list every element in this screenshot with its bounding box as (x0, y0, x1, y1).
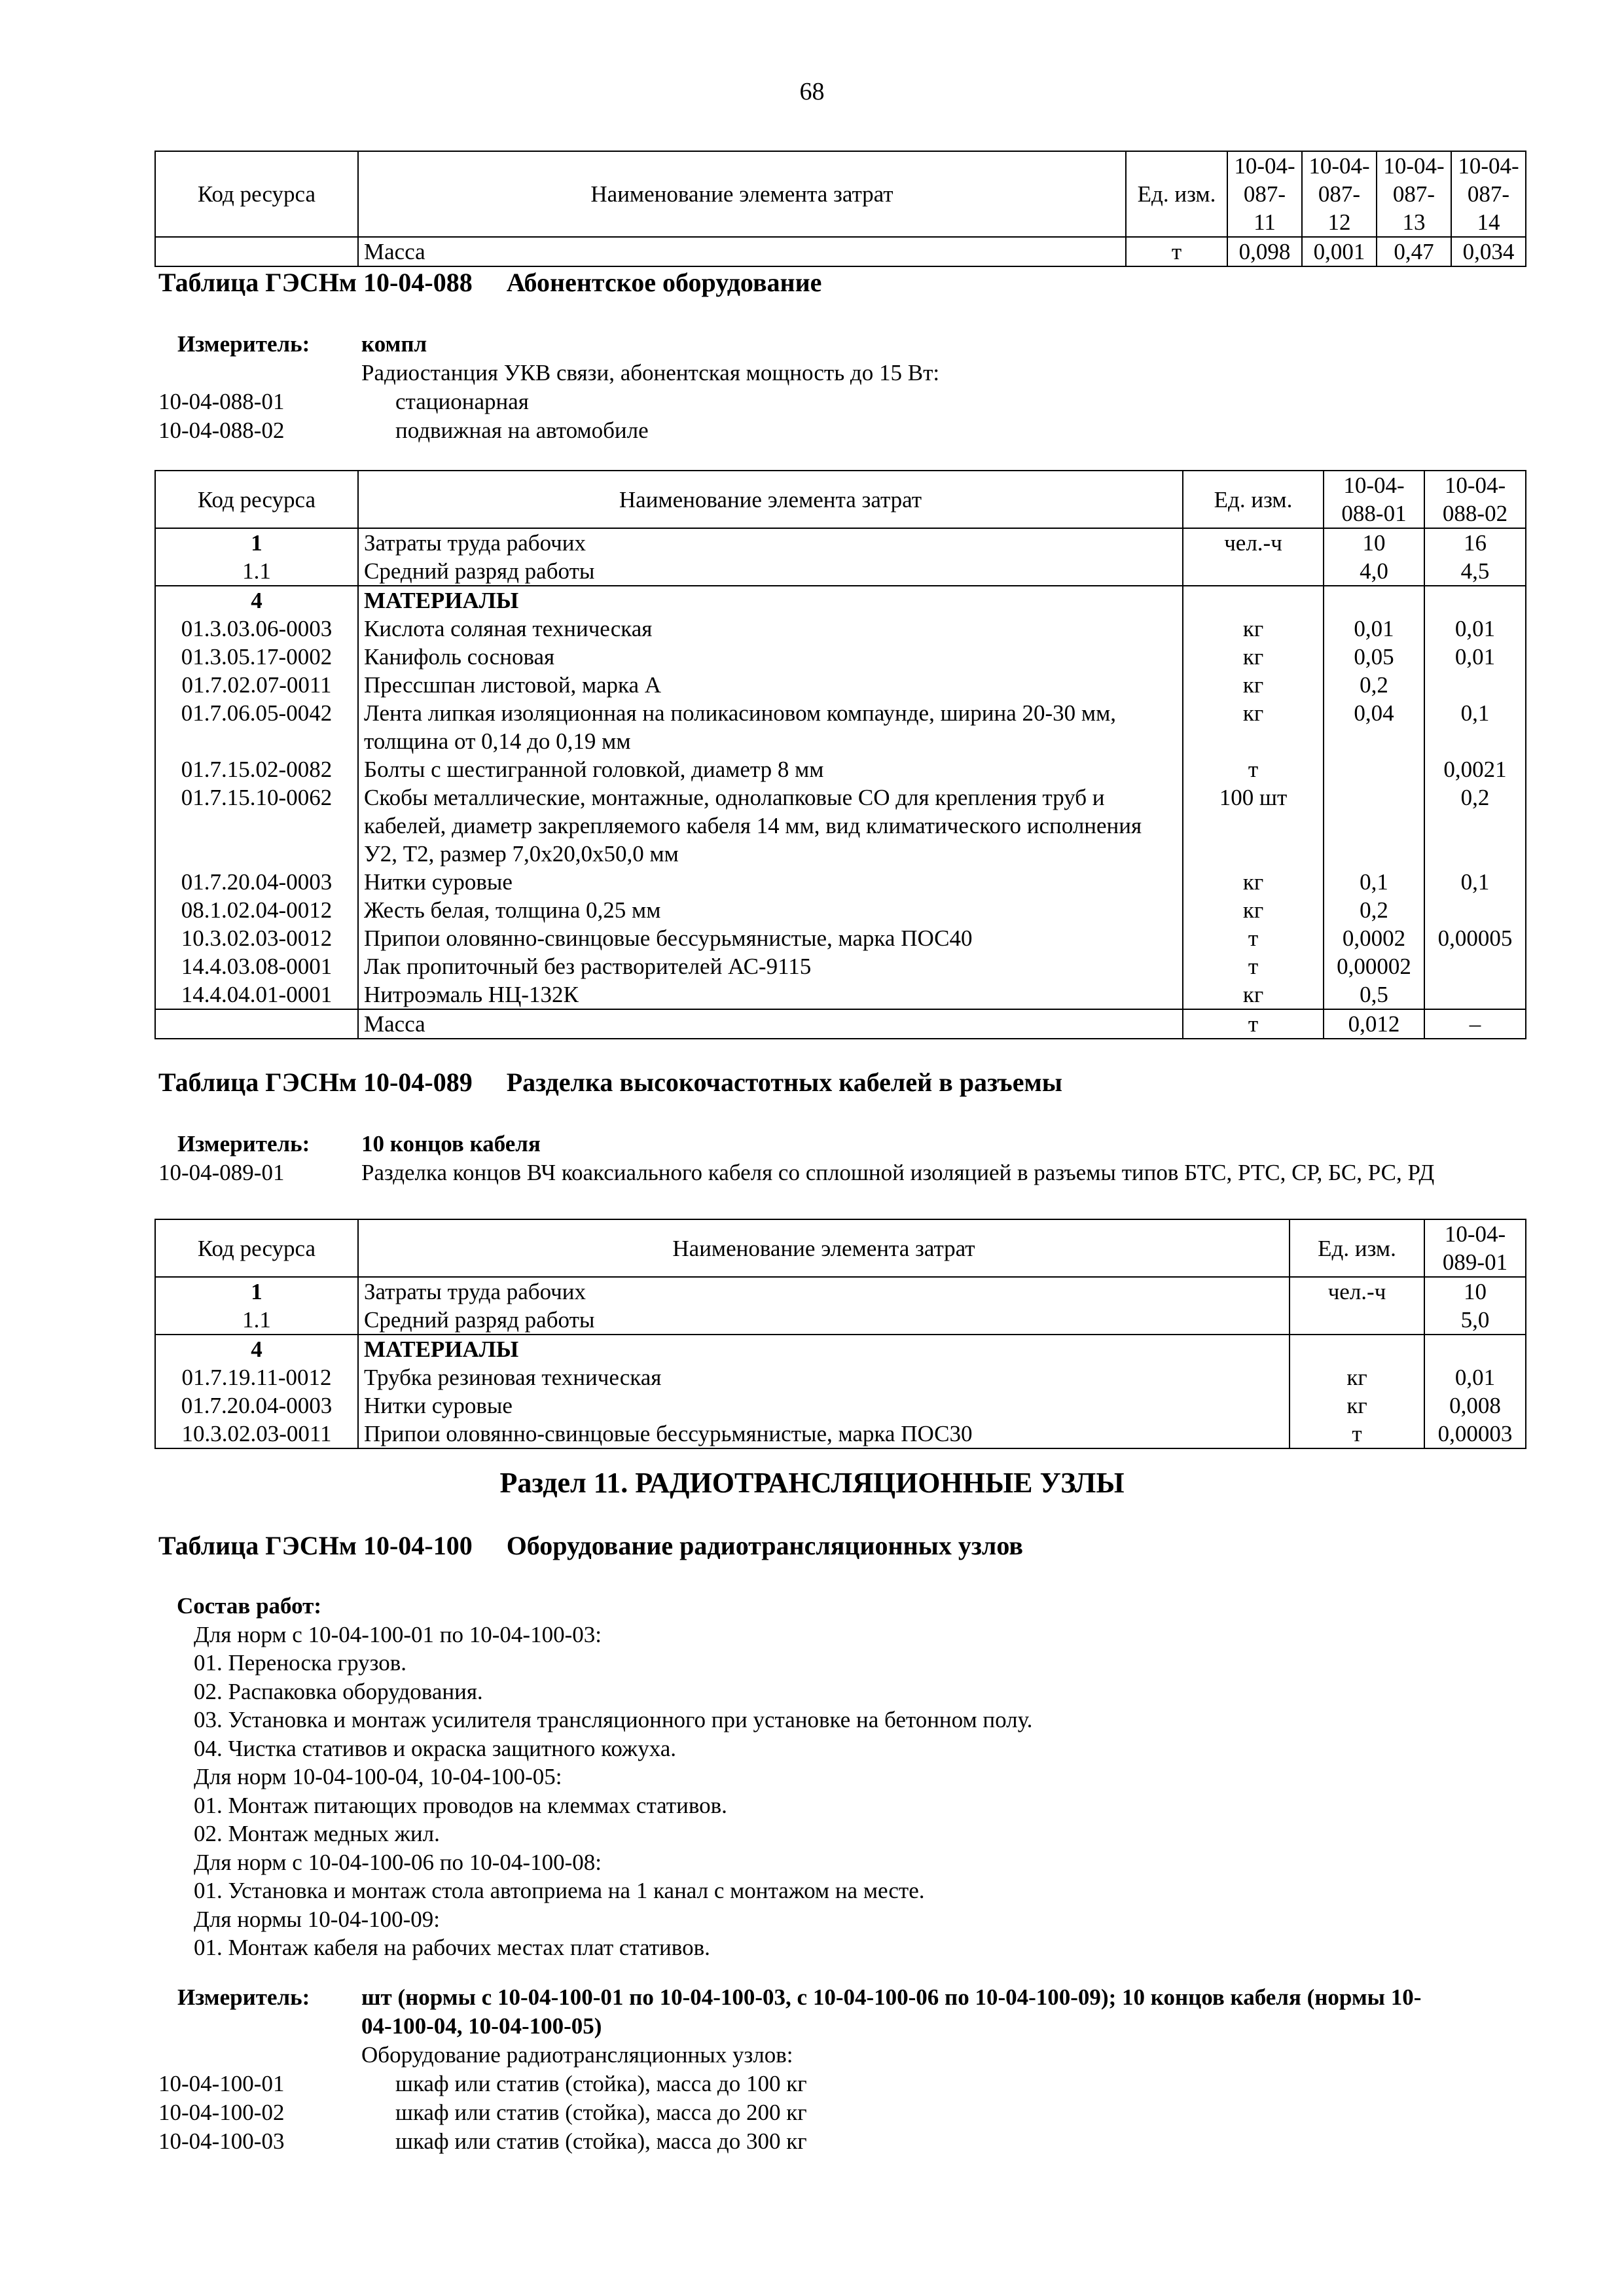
meter-intro: Радиостанция УКВ связи, абонентская мощность до 15 Вт: (361, 360, 940, 386)
norm-row (158, 1158, 1526, 1187)
cell-value: 0,47 (1377, 237, 1451, 266)
table-088 (154, 470, 1526, 1039)
cell-value: 0,00002 (1324, 952, 1424, 980)
norm-row (158, 2127, 1526, 2156)
table-title-088 (158, 267, 821, 298)
header-unit: Ед. изм. (1290, 1219, 1424, 1277)
meter-block-100 (158, 1983, 1526, 2156)
meter-unit: шт (нормы с 10-04-100-01 по 10-04-100-03, с 10-04-100-06 по 10-04-100-09); 10 концов кабеля (нормы 10- (361, 1984, 1422, 2010)
header-name: Наименование элемента затрат (358, 471, 1183, 528)
cell-unit: кг (1183, 980, 1324, 1009)
cell-value (1424, 952, 1526, 980)
cell-value: 0,00005 (1424, 924, 1526, 952)
norm-text: шкаф или статив (стойка), масса до 100 кг (395, 2071, 807, 2096)
cell-value: 0,2 (1324, 671, 1424, 699)
cell-unit: кг (1183, 896, 1324, 924)
cell-value: 4,5 (1424, 557, 1526, 586)
cell-unit: т (1183, 952, 1324, 980)
cell-name: Лак пропиточный без растворителей АС-9115 (358, 952, 1183, 980)
meter-block-088 (158, 330, 1526, 445)
header-col: 10-04- 087-14 (1451, 151, 1526, 237)
cell-value: 0,01 (1424, 615, 1526, 643)
cell-unit: кг (1183, 615, 1324, 643)
table-row (155, 1363, 1526, 1391)
cell-name: Нитроэмаль НЦ-132К (358, 980, 1183, 1009)
cell-value: 0,1 (1324, 868, 1424, 896)
norm-code: 10-04-100-02 (158, 2100, 285, 2125)
norm-code: 10-04-100-01 (158, 2071, 285, 2096)
cell-name: Трубка резиновая техническая (358, 1363, 1290, 1391)
meter-block-089 (158, 1130, 1526, 1187)
meter-intro: Оборудование радиотрансляционных узлов: (361, 2042, 793, 2068)
cell-name: Средний разряд работы (358, 1306, 1290, 1335)
table-row (155, 1420, 1526, 1448)
cell-value: 10 (1324, 528, 1424, 557)
cell-value: 0,2 (1324, 896, 1424, 924)
header-code: Код ресурса (155, 1219, 358, 1277)
table-title-100 (158, 1530, 1023, 1561)
table-row (155, 1335, 1526, 1363)
page-number: 68 (799, 78, 825, 105)
cell-unit: 100 шт (1183, 783, 1324, 868)
table-code: Таблица ГЭСНм 10-04-088 (158, 268, 473, 297)
cell-value: 0,008 (1424, 1391, 1526, 1420)
cell-name: МАТЕРИАЛЫ (358, 586, 1183, 615)
table-code: Таблица ГЭСНм 10-04-100 (158, 1531, 473, 1560)
header-code: Код ресурса (155, 151, 358, 237)
cell-value (1424, 586, 1526, 615)
header-code: Код ресурса (155, 471, 358, 528)
cell-name: МАТЕРИАЛЫ (358, 1335, 1290, 1363)
works-item: Для норм с 10-04-100-06 по 10-04-100-08: (194, 1849, 602, 1875)
cell-value: 0,098 (1227, 237, 1302, 266)
header-col: 10-04- 087-13 (1377, 151, 1451, 237)
table-row (155, 924, 1526, 952)
table-name: Разделка высокочастотных кабелей в разъемы (506, 1067, 1062, 1097)
table-row (155, 615, 1526, 643)
cell-value: 16 (1424, 528, 1526, 557)
cell-unit: т (1183, 755, 1324, 783)
cell-value: 0,1 (1424, 868, 1526, 896)
norm-row (158, 2070, 1526, 2098)
cell-value: 5,0 (1424, 1306, 1526, 1335)
cell-code: 14.4.03.08-0001 (155, 952, 358, 980)
table-row (155, 1306, 1526, 1335)
norm-text: стационарная (395, 389, 529, 414)
cell-value: 10 (1424, 1277, 1526, 1306)
cell-code: 08.1.02.04-0012 (155, 896, 358, 924)
cell-name: Затраты труда рабочих (358, 1277, 1290, 1306)
table-row (155, 1391, 1526, 1420)
cell-unit (1183, 586, 1324, 615)
cell-name: Затраты труда рабочих (358, 528, 1183, 557)
cell-code: 01.7.02.07-0011 (155, 671, 358, 699)
header-col: 10-04- 087-12 (1302, 151, 1377, 237)
cell-name: Скобы металлические, монтажные, однолапковые СО для крепления труб и кабелей, диаметр закрепляемого кабеля 14 мм, вид климатического исполнения У2, Т2, размер 7,0х20,0х50,0 мм (358, 783, 1183, 868)
norm-row (158, 2098, 1526, 2127)
cell-value (1424, 980, 1526, 1009)
cell-code: 01.3.03.06-0003 (155, 615, 358, 643)
cell-unit: т (1126, 237, 1227, 266)
table-row (155, 896, 1526, 924)
cell-unit: кг (1290, 1391, 1424, 1420)
header-unit: Ед. изм. (1183, 471, 1324, 528)
cell-code: 01.7.06.05-0042 (155, 699, 358, 755)
cell-name: Припои оловянно-свинцовые бессурьмянистые, марка ПОС40 (358, 924, 1183, 952)
table-089 (154, 1219, 1526, 1449)
cell-value (1324, 755, 1424, 783)
table-row (155, 980, 1526, 1009)
cell-unit: кг (1183, 868, 1324, 896)
cell-code: 01.7.15.02-0082 (155, 755, 358, 783)
header-name: Наименование элемента затрат (358, 1219, 1290, 1277)
table-row (155, 557, 1526, 586)
cell-unit: кг (1290, 1363, 1424, 1391)
cell-value: 0,012 (1324, 1009, 1424, 1039)
norm-code: 10-04-088-01 (158, 389, 285, 414)
table-row (155, 1277, 1526, 1306)
cell-value (1324, 783, 1424, 868)
table-row (155, 783, 1526, 868)
cell-name: Канифоль сосновая (358, 643, 1183, 671)
table-row (155, 755, 1526, 783)
cell-code: 1 (155, 528, 358, 557)
cell-name: Кислота соляная техническая (358, 615, 1183, 643)
cell-unit: кг (1183, 643, 1324, 671)
cell-value: 0,001 (1302, 237, 1377, 266)
cell-name: Нитки суровые (358, 1391, 1290, 1420)
mass-row (155, 1009, 1526, 1039)
works-block (177, 1592, 1525, 1962)
works-item: 01. Переноска грузов. (194, 1650, 407, 1676)
norm-text: шкаф или статив (стойка), масса до 300 кг (395, 2128, 807, 2154)
table-row (155, 671, 1526, 699)
cell-value: 0,5 (1324, 980, 1424, 1009)
cell-code: 1 (155, 1277, 358, 1306)
table-row (155, 643, 1526, 671)
cell-name: Болты с шестигранной головкой, диаметр 8 мм (358, 755, 1183, 783)
works-item: 01. Монтаж кабеля на рабочих местах плат стативов. (194, 1935, 710, 1960)
header-col: 10-04- 088-02 (1424, 471, 1526, 528)
cell-value (1324, 586, 1424, 615)
table-row (155, 699, 1526, 755)
cell-value: 0,034 (1451, 237, 1526, 266)
cell-unit: т (1183, 1009, 1324, 1039)
cell-value: 0,00003 (1424, 1420, 1526, 1448)
cell-value: 0,2 (1424, 783, 1526, 868)
cell-value: 0,1 (1424, 699, 1526, 755)
cell-value (1424, 671, 1526, 699)
cell-code: 4 (155, 586, 358, 615)
cell-code: 01.7.15.10-0062 (155, 783, 358, 868)
works-item: 01. Установка и монтаж стола автоприема на 1 канал с монтажом на месте. (194, 1878, 925, 1903)
cell-unit: т (1290, 1420, 1424, 1448)
section-title: Раздел 11. РАДИОТРАНСЛЯЦИОННЫЕ УЗЛЫ (499, 1467, 1125, 1499)
table-code: Таблица ГЭСНм 10-04-089 (158, 1067, 473, 1097)
cell-unit: т (1183, 924, 1324, 952)
cell-code: 10.3.02.03-0012 (155, 924, 358, 952)
table-name: Абонентское оборудование (506, 268, 822, 297)
cell-code (155, 237, 358, 266)
norm-code: 10-04-089-01 (158, 1160, 285, 1185)
cell-value: 4,0 (1324, 557, 1424, 586)
cell-unit (1290, 1335, 1424, 1363)
cell-code: 4 (155, 1335, 358, 1363)
works-item: Для норм с 10-04-100-01 по 10-04-100-03: (194, 1621, 602, 1647)
meter-unit: компл (361, 331, 427, 357)
table-row (155, 586, 1526, 615)
meter-label: Измеритель: (177, 1984, 310, 2010)
cell-unit: чел.-ч (1290, 1277, 1424, 1306)
works-item: 02. Монтаж медных жил. (194, 1821, 440, 1846)
table-row (155, 952, 1526, 980)
cell-code: 01.7.19.11-0012 (155, 1363, 358, 1391)
cell-name: Жесть белая, толщина 0,25 мм (358, 896, 1183, 924)
works-item: Для нормы 10-04-100-09: (194, 1906, 440, 1932)
cell-value: 0,01 (1424, 643, 1526, 671)
cell-name: Лента липкая изоляционная на поликасиновом компаунде, ширина 20-30 мм, толщина от 0,14 до 0,19 мм (358, 699, 1183, 755)
cell-name: Масса (358, 237, 1126, 266)
norm-row (158, 387, 1526, 416)
cell-code: 1.1 (155, 1306, 358, 1335)
meter-label: Измеритель: (177, 1131, 310, 1157)
cell-unit: кг (1183, 671, 1324, 699)
works-item: 02. Распаковка оборудования. (194, 1678, 483, 1704)
table-title-089 (158, 1067, 1062, 1098)
norm-code: 10-04-088-02 (158, 418, 285, 443)
cell-code: 1.1 (155, 557, 358, 586)
mass-row (155, 237, 1526, 266)
cell-value (1424, 1335, 1526, 1363)
cell-name: Масса (358, 1009, 1183, 1039)
works-label: Состав работ: (177, 1593, 321, 1619)
cell-name: Припои оловянно-свинцовые бессурьмянистые, марка ПОС30 (358, 1420, 1290, 1448)
works-item: 04. Чистка стативов и окраска защитного кожуха. (194, 1735, 677, 1761)
cell-code: 10.3.02.03-0011 (155, 1420, 358, 1448)
cell-value: 0,0002 (1324, 924, 1424, 952)
cell-code (155, 1009, 358, 1039)
header-col: 10-04- 089-01 (1424, 1219, 1526, 1277)
table-row (155, 868, 1526, 896)
cell-unit (1290, 1306, 1424, 1335)
cell-code: 01.7.20.04-0003 (155, 1391, 358, 1420)
meter-unit-cont: 04-100-04, 10-04-100-05) (361, 2013, 602, 2039)
header-col: 10-04- 088-01 (1324, 471, 1424, 528)
norm-text: подвижная на автомобиле (395, 418, 649, 443)
cell-value (1424, 896, 1526, 924)
cell-code: 14.4.04.01-0001 (155, 980, 358, 1009)
cell-name: Прессшпан листовой, марка А (358, 671, 1183, 699)
table-row (155, 528, 1526, 557)
meter-label: Измеритель: (177, 331, 310, 357)
cell-unit (1183, 557, 1324, 586)
norm-code: 10-04-100-03 (158, 2128, 285, 2154)
cell-value: 0,04 (1324, 699, 1424, 755)
cell-value: – (1424, 1009, 1526, 1039)
cell-value: 0,05 (1324, 643, 1424, 671)
cell-name: Нитки суровые (358, 868, 1183, 896)
meter-unit: 10 концов кабеля (361, 1131, 541, 1157)
header-name: Наименование элемента затрат (358, 151, 1126, 237)
cell-unit: кг (1183, 699, 1324, 755)
cell-unit: чел.-ч (1183, 528, 1324, 557)
table-name: Оборудование радиотрансляционных узлов (506, 1531, 1023, 1560)
cell-value: 0,0021 (1424, 755, 1526, 783)
norm-text: шкаф или статив (стойка), масса до 200 кг (395, 2100, 807, 2125)
cell-name: Средний разряд работы (358, 557, 1183, 586)
header-unit: Ед. изм. (1126, 151, 1227, 237)
works-item: 03. Установка и монтаж усилителя трансляционного при установке на бетонном полу. (194, 1707, 1033, 1732)
norm-text: Разделка концов ВЧ коаксиального кабеля со сплошной изоляцией в разъемы типов БТС, РТС, СР, БС, РС, РД (361, 1160, 1435, 1185)
cell-value: 0,01 (1324, 615, 1424, 643)
works-item: Для норм 10-04-100-04, 10-04-100-05: (194, 1764, 562, 1789)
works-item: 01. Монтаж питающих проводов на клеммах стативов. (194, 1792, 727, 1818)
header-col: 10-04- 087-11 (1227, 151, 1302, 237)
cell-code: 01.3.05.17-0002 (155, 643, 358, 671)
table-087 (154, 151, 1526, 267)
norm-row (158, 416, 1526, 445)
cell-value: 0,01 (1424, 1363, 1526, 1391)
cell-code: 01.7.20.04-0003 (155, 868, 358, 896)
